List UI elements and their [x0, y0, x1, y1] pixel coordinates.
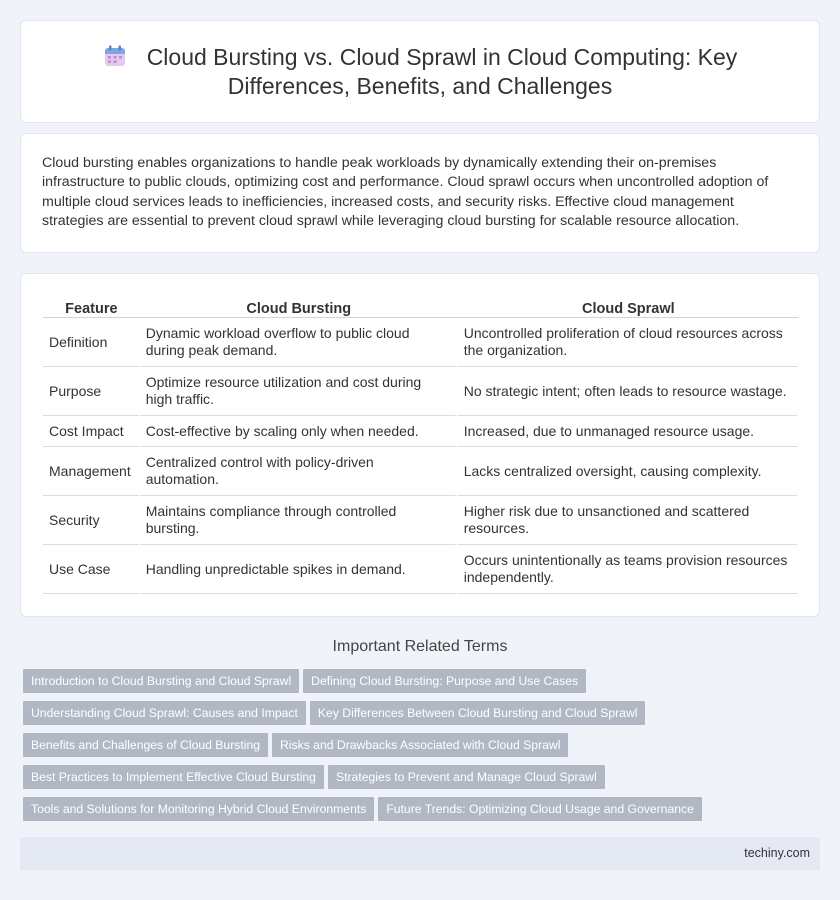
row-cloud-sprawl: Uncontrolled proliferation of cloud resources across the organization. [458, 318, 799, 367]
comparison-table [43, 296, 799, 594]
tag-row [23, 765, 823, 797]
intro-card [20, 133, 820, 253]
related-term-link[interactable]: Introduction to Cloud Bursting and Cloud Sprawl [23, 669, 299, 693]
table-row [43, 367, 799, 416]
table-row [43, 318, 799, 367]
page-title [61, 43, 779, 101]
title-card [20, 20, 820, 123]
row-cloud-sprawl: Occurs unintentionally as teams provision resources independently. [458, 545, 799, 594]
row-feature: Purpose [43, 367, 140, 416]
table-row [43, 416, 799, 447]
row-cloud-bursting: Maintains compliance through controlled bursting. [140, 496, 458, 545]
row-cloud-sprawl: No strategic intent; often leads to resource wastage. [458, 367, 799, 416]
header-cloud-bursting: Cloud Bursting [140, 296, 458, 318]
table-row [43, 496, 799, 545]
related-term-link[interactable]: Best Practices to Implement Effective Cloud Bursting [23, 765, 324, 789]
related-term-link[interactable]: Defining Cloud Bursting: Purpose and Use Cases [303, 669, 586, 693]
header-feature: Feature [43, 296, 140, 318]
title-wrap [21, 43, 819, 101]
row-cloud-bursting: Optimize resource utilization and cost during high traffic. [140, 367, 458, 416]
header-cloud-sprawl: Cloud Sprawl [458, 296, 799, 318]
page-title-text: Cloud Bursting vs. Cloud Sprawl in Cloud Computing: Key Differences, Benefits, and Challenges [146, 44, 738, 99]
related-term-link[interactable]: Strategies to Prevent and Manage Cloud Sprawl [328, 765, 605, 789]
related-term-link[interactable]: Benefits and Challenges of Cloud Bursting [23, 733, 268, 757]
related-terms-list [23, 669, 823, 829]
footer-site[interactable]: techiny.com [744, 846, 810, 860]
tag-row [23, 701, 823, 733]
row-cloud-sprawl: Increased, due to unmanaged resource usage. [458, 416, 799, 447]
row-cloud-bursting: Centralized control with policy-driven automation. [140, 447, 458, 496]
table-row [43, 545, 799, 594]
related-term-link[interactable]: Key Differences Between Cloud Bursting and Cloud Sprawl [310, 701, 646, 725]
table-row [43, 447, 799, 496]
row-feature: Definition [43, 318, 140, 367]
related-term-link[interactable]: Risks and Drawbacks Associated with Cloud Sprawl [272, 733, 568, 757]
footer [20, 837, 820, 870]
related-term-link[interactable]: Future Trends: Optimizing Cloud Usage and Governance [378, 797, 702, 821]
row-cloud-bursting: Dynamic workload overflow to public cloud during peak demand. [140, 318, 458, 367]
comparison-card [20, 273, 820, 617]
row-feature: Security [43, 496, 140, 545]
tag-row [23, 669, 823, 701]
tag-row [23, 733, 823, 765]
related-term-link[interactable]: Tools and Solutions for Monitoring Hybrid Cloud Environments [23, 797, 374, 821]
intro-paragraph: Cloud bursting enables organizations to handle peak workloads by dynamically extending their on-premises infrastructure to public clouds, optimizing cost and performance. Cloud sprawl occurs when uncontrolled adoption of multiple cloud services leads to inefficiencies, increased costs, and security risks. Effective cloud management strategies are essential to prevent cloud sprawl while leveraging cloud bursting for scalable resource allocation. [42, 155, 769, 229]
row-cloud-sprawl: Lacks centralized oversight, causing complexity. [458, 447, 799, 496]
tag-row [23, 797, 823, 829]
table-header-row [43, 296, 799, 318]
related-terms-heading: Important Related Terms [332, 638, 508, 655]
row-feature: Use Case [43, 545, 140, 594]
row-cloud-sprawl: Higher risk due to unsanctioned and scattered resources. [458, 496, 799, 545]
related-term-link[interactable]: Understanding Cloud Sprawl: Causes and Impact [23, 701, 306, 725]
row-cloud-bursting: Cost-effective by scaling only when needed. [140, 416, 458, 447]
row-cloud-bursting: Handling unpredictable spikes in demand. [140, 545, 458, 594]
calendar-icon [103, 44, 127, 68]
row-feature: Management [43, 447, 140, 496]
row-feature: Cost Impact [43, 416, 140, 447]
